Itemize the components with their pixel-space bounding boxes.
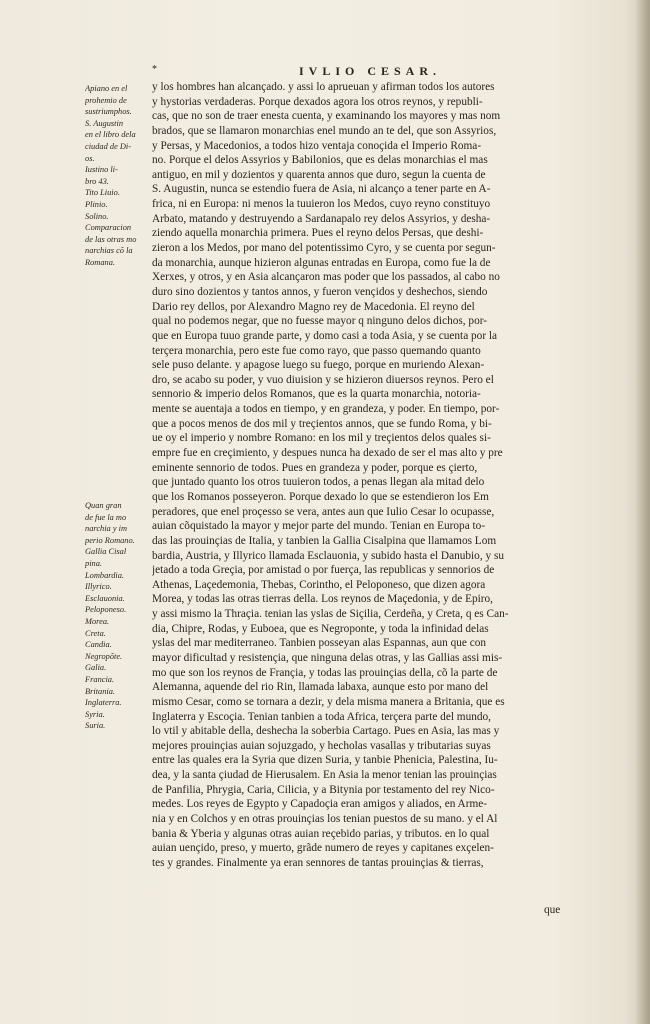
text-line: que juntado quanto los otros tuuieron todos, a penas llegan ala mitad delo <box>152 476 485 489</box>
margin-note-line: Solino. <box>85 211 109 221</box>
text-line: medes. Los reyes de Egypto y Capadoçia eran amigos y aliados, en Arme- <box>152 798 488 811</box>
margin-notes-bottom <box>85 500 151 732</box>
text-line: que a pocos menos de dos mil y treçientos annos, que se fundo Roma, y bi- <box>152 417 492 430</box>
margin-note-line: ciudad de Di- <box>85 141 132 151</box>
margin-note-line: Inglaterra. <box>85 698 122 708</box>
margin-note-line: Apiano en el <box>85 84 128 93</box>
margin-note-line: de fue la mo <box>85 512 127 522</box>
text-line: y assi mismo la Thraçia. tenian las yslas de Siçilia, Cerdeña, y Creta, q es Can- <box>152 608 509 621</box>
text-line: mo que son los reynos de Françia, y todas las prouinçias della, cõ la parte de <box>152 666 498 679</box>
text-line: frica, ni en Europa: ni menos la tuuieron los Medos, cuyo reyno constituyo <box>152 198 491 211</box>
page-gutter <box>636 0 650 1024</box>
margin-note-line: bro 43. <box>85 176 109 186</box>
margin-note-line: Quan gran <box>85 501 122 510</box>
text-line: Inglaterra y Escoçia. Tenian tanbien a toda Africa, terçera parte del mundo, <box>152 710 492 723</box>
margin-note-line: Peloponeso. <box>85 605 127 615</box>
margin-note-line: Tito Liuio. <box>85 188 120 198</box>
text-line: mayor dificultad y resistençia, que ninguna delas otras, y las Gallias assi mis- <box>152 651 503 664</box>
text-line: cas, que no son de traer enesta cuenta, y examinando los mayores y mas nom <box>152 110 501 123</box>
text-line: mejores prouinçias auian sojuzgado, y hecholas vasallas y tributarias suyas <box>152 739 491 752</box>
text-line: brados, que se llamaron monarchias enel mundo an te del, que son Assyrios, <box>152 124 497 137</box>
margin-notes-top <box>85 83 151 269</box>
text-line: jetado a toda Greçia, por amistad o por fuerça, las republicas y sennorios de <box>152 564 495 577</box>
margin-note-line: Gallia Cisal <box>85 547 127 557</box>
margin-note-line: Comparacion <box>85 223 132 233</box>
text-line: dea, y la santa çiudad de Hierusalem. En Asia la menor tenian las prouinçias <box>152 769 497 782</box>
text-line: mente se auentaja a todos en tiempo, y en grandeza, y poder. En tiempo, por- <box>152 403 500 416</box>
text-line: no. Porque el delos Assyrios y Babilonios, que es delas monarchias el mas <box>152 154 488 167</box>
margin-note-line: Esclauonia. <box>85 593 125 603</box>
margin-note-line: Romana. <box>85 257 116 267</box>
text-line: qual no podemos negar, que no fuesse mayor q ninguno delos dichos, por- <box>152 315 488 328</box>
text-line: Athenas, Laçedemonia, Thebas, Corintho, el Peloponeso, que dizen agora <box>152 578 486 591</box>
text-line: antiguo, en mil y dozientos y quarenta annos que duro, segun la cuenta de <box>152 168 486 181</box>
text-line: que en Europa tuuo grande parte, y domo casi a toda Asia, y se cuenta por la <box>152 329 498 342</box>
text-line: yslas del mar mediterraneo. Tanbien posseyan alas Espannas, aun que con <box>152 637 487 650</box>
text-line: Xerxes, y otros, y en Asia alcançaron mas poder que los passados, al cabo no <box>152 271 500 284</box>
text-line: nia y en Colchos y en otras prouinçias los tenian puestos de su mano. y el Al <box>152 813 498 826</box>
text-line: bardia, Austria, y Illyrico llamada Esclauonia, y subido hasta el Danubio, y su <box>152 549 505 562</box>
margin-note-line: Creta. <box>85 628 106 638</box>
margin-note-line: Illyrico. <box>85 582 112 592</box>
text-line: ziendo aquella monarchia primera. Pues el reyno delos Persas, que deshi- <box>152 227 484 240</box>
text-line: sele puso delante. y apagose luego su fuego, porque en muriendo Alexan- <box>152 359 485 372</box>
catchword: que <box>544 904 561 916</box>
margin-note-line: Lombardia. <box>85 570 125 580</box>
text-line: zieron a los Medos, por mano del potentissimo Cyro, y se cuenta por segun- <box>152 242 496 255</box>
text-line: auian uençido, preso, y muerto, grãde numero de reyes y capitanes exçelen- <box>152 842 494 855</box>
text-line: Alemanna, aquende del rio Rin, llamada labaxa, aunque esto por mano del <box>152 681 489 694</box>
margin-note-line: Galia. <box>85 663 107 673</box>
margin-note-line: Negropõte. <box>85 651 123 661</box>
margin-note-line: prohemio de <box>85 95 127 105</box>
text-line: S. Augustin, nunca se estendio fuera de Asia, ni alcanço a tener parte en A- <box>152 183 491 196</box>
text-line: das las prouinçias de Italia, y tanbien la Gallia Cisalpina que llamamos Lom <box>152 534 497 547</box>
margin-note-line: narchia y im <box>85 524 128 534</box>
margin-note-line: pina. <box>85 558 102 568</box>
margin-note-line: Britania. <box>85 686 116 696</box>
margin-note-line: Iustino li- <box>85 165 118 175</box>
text-line: mismo Cesar, como se tornara a dezir, y dela misma manera a Britania, que es <box>152 695 505 708</box>
text-line: y los hombres han alcançado. y assi lo aprueuan y afirman todos los autores <box>152 81 495 93</box>
text-line: Arbato, matando y destruyendo a Sardanapalo rey delos Assyrios, y desha- <box>152 212 491 225</box>
margin-note-line: perio Romano. <box>85 535 135 545</box>
text-line: y hystorias verdaderas. Porque dexados agora los otros reynos, y republi- <box>152 95 483 108</box>
text-line: duro sino dozientos y tantos annos, y fueron vençidos y deshechos, siendo <box>152 285 488 298</box>
text-line: dia, Chipre, Rodas, y Euboea, que es Negroponte, y toda la infinidad delas <box>152 622 489 635</box>
text-line: y Persas, y Macedonios, a todos hizo ventaja conoçida el Imperio Roma- <box>152 139 482 152</box>
margin-note-line: de las otras mo <box>85 234 137 244</box>
margin-note-line: os. <box>85 153 95 163</box>
text-line: dro, se acabo su poder, y vuo diuision y se hizieron diuersos reynos. Pero el <box>152 373 494 386</box>
margin-note-line: Francia. <box>85 674 115 684</box>
text-line: lo vtil y abitable della, deshecha la soberbia Cartago. Pues en Asia, las mas y <box>152 725 500 738</box>
margin-note-line: S. Augustin <box>85 118 124 128</box>
main-text-column <box>152 80 594 871</box>
margin-note-line: Syria. <box>85 709 105 719</box>
text-line: ue oy el imperio y nombre Romano: en los mil y treçientos delos quales si- <box>152 432 491 445</box>
margin-note-line: narchias cõ la <box>85 246 133 256</box>
text-line: auian cõquistado la mayor y mejor parte del mundo. Tenian en Europa to- <box>152 520 486 533</box>
margin-note-line: Plinio. <box>85 199 108 209</box>
text-line: peradores, que enel proçesso se vera, antes aun que Iulio Cesar lo ocupasse, <box>152 505 495 518</box>
margin-note-line: Suria. <box>85 721 106 731</box>
text-line: que los Romanos posseyeron. Porque dexado lo que se estendieron los Em <box>152 490 489 503</box>
margin-note-line: Morea. <box>85 616 110 626</box>
text-line: entre las quales era la Syria que dizen Suria, y tanbie Phenicia, Palestina, Iu- <box>152 754 498 767</box>
text-line: Morea, y todas las otras tierras della. Los reynos de Maçedonia, y de Epiro, <box>152 593 493 606</box>
running-title: IVLIO CESAR. <box>298 64 442 78</box>
text-line: bania & Yberia y algunas otras auian reçebido parias, y tributos. en lo qual <box>152 827 490 840</box>
text-line: sennorio & imperio delos Romanos, que es la quarta monarchia, notoria- <box>152 388 481 401</box>
text-line: terçera monarchia, pero este fue como rayo, que passo quemando quanto <box>152 344 481 357</box>
text-line: empre fue en creçimiento, y despues nunca ha dexado de ser el mas alto y pre <box>152 447 503 460</box>
margin-note-line: Candia. <box>85 640 112 650</box>
margin-note-line: en el libro dela <box>85 130 136 140</box>
text-line: da monarchia, aunque hizieron algunas entradas en Europa, como fue la de <box>152 256 491 269</box>
margin-note-line: sustriumphos. <box>85 107 132 117</box>
text-line: de Panfilia, Phrygia, Caria, Cilicia, y a Bityniа por testamento del rey Nico- <box>152 783 495 796</box>
text-line: tes y grandes. Finalmente ya eran sennores de tantas prouinçias & tierras, <box>152 856 484 869</box>
folio-mark: * <box>152 64 157 75</box>
text-line: Dario rey dellos, por Alexandro Magno rey de Macedonia. El reyno del <box>152 300 475 313</box>
text-line: eminente sennorio de todos. Pues en grandeza y poder, porque es çierto, <box>152 461 478 474</box>
